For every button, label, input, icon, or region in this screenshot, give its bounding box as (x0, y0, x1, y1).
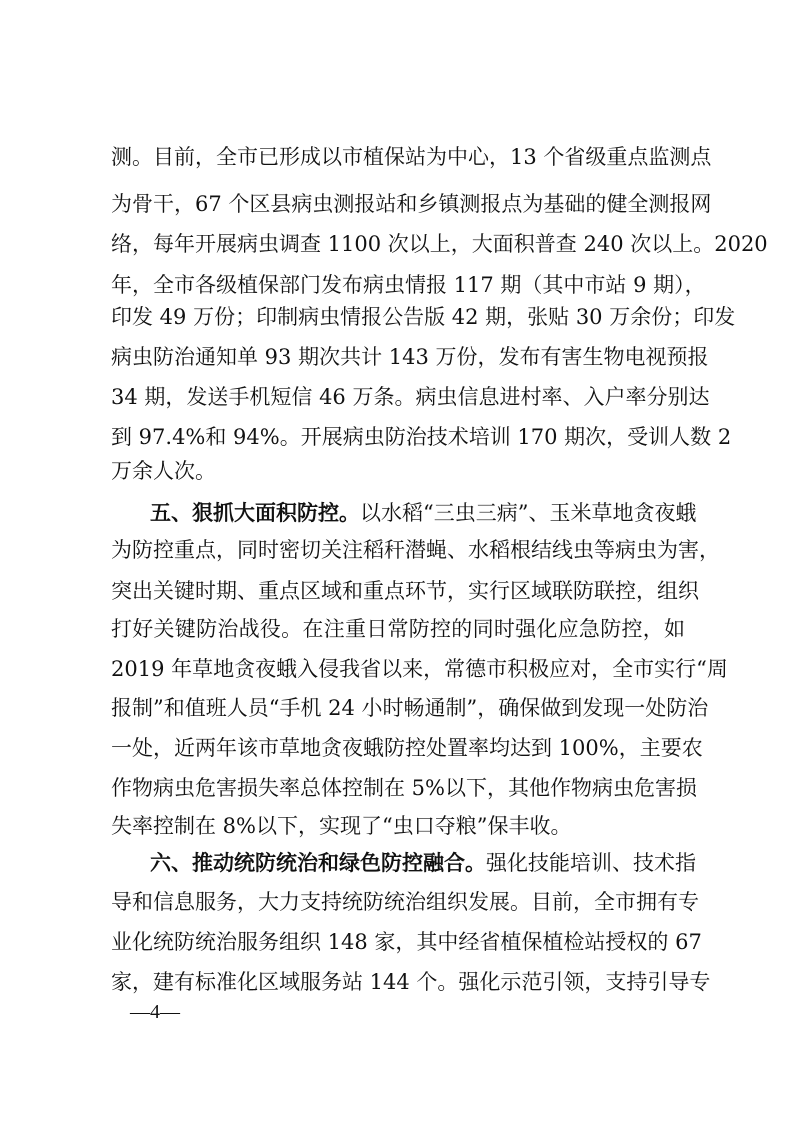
text-line: 络，每年开展病虫调查 1100 次以上，大面积普查 240 次以上。2020 (111, 232, 768, 256)
paragraph-first-line (150, 493, 697, 533)
text-line: 为骨干，67 个区县病虫测报站和乡镇测报点为基础的健全测报网 (111, 192, 712, 216)
text-line: 2019 年草地贪夜蛾入侵我省以来，常德市积极应对，全市实行“周 (111, 657, 728, 681)
text-line: 测。目前，全市已形成以市植保站为中心，13 个省级重点监测点 (111, 145, 712, 169)
text-span: 强化技能培训、技术指 (486, 851, 696, 875)
text-line: 报制”和值班人员“手机 24 小时畅通制”，确保做到发现一处防治 (111, 696, 709, 720)
text-line: 导和信息服务，大力支持统防统治组织发展。目前，全市拥有专 (111, 890, 699, 914)
text-line: 万余人次。 (111, 459, 216, 483)
text-line: 34 期，发送手机短信 46 万条。病虫信息进村率、入户率分别达 (111, 385, 710, 409)
text-span: 以水稻“三虫三病”、玉米草地贪夜蛾 (360, 501, 697, 525)
text-line: 突出关键时期、重点区域和重点环节，实行区域联防联控，组织 (111, 579, 699, 603)
text-line: 失率控制在 8%以下，实现了“虫口夺粮”保丰收。 (111, 814, 572, 838)
text-line: 作物病虫危害损失率总体控制在 5%以下，其他作物病虫危害损 (111, 776, 697, 800)
section-heading: 六、推动统防统治和绿色防控融合。 (150, 851, 486, 875)
text-line: 病虫防治通知单 93 期次共计 143 万份，发布有害生物电视预报 (111, 345, 709, 369)
page-number: —4— (130, 1001, 180, 1023)
text-line: 家，建有标准化区域服务站 144 个。强化示范引领，支持引导专 (111, 970, 711, 994)
text-line: 打好关键防治战役。在注重日常防控的同时强化应急防控，如 (111, 617, 685, 641)
section-heading: 五、狠抓大面积防控。 (150, 501, 360, 525)
text-line: 一处，近两年该市草地贪夜蛾防控处置率均达到 100%，主要农 (111, 736, 703, 760)
paragraph-first-line (150, 843, 696, 883)
text-line: 到 97.4%和 94%。开展病虫防治技术培训 170 期次，受训人数 2 (111, 425, 732, 449)
text-line: 业化统防统治服务组织 148 家，其中经省植保植检站授权的 67 (111, 930, 702, 954)
text-line: 年，全市各级植保部门发布病虫情报 117 期（其中市站 9 期）， (111, 273, 706, 297)
text-line: 为防控重点，同时密切关注稻秆潜蝇、水稻根结线虫等病虫为害， (111, 538, 720, 562)
text-line: 印发 49 万份；印制病虫情报公告版 42 期，张贴 30 万余份；印发 (111, 305, 736, 329)
